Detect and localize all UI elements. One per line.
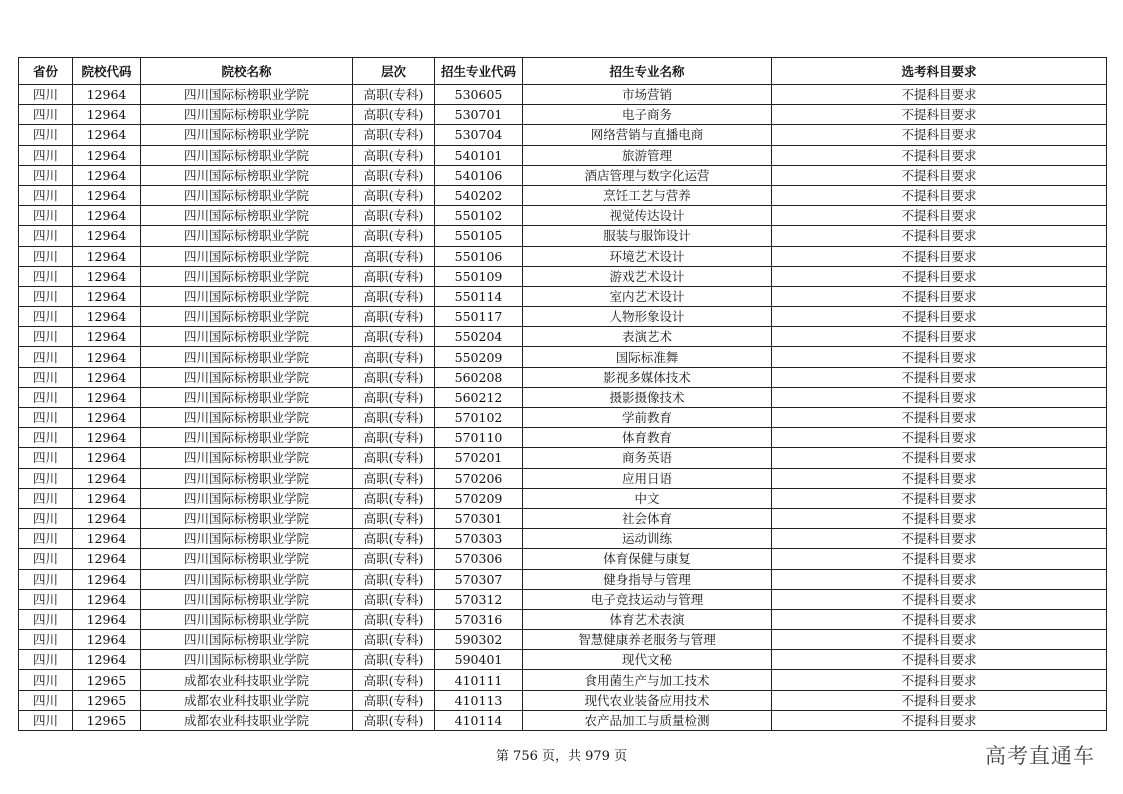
cell-school-name: 四川国际标榜职业学院: [141, 246, 353, 266]
cell-subject-requirement: 不提科目要求: [772, 650, 1107, 670]
cell-school-code: 12964: [73, 448, 141, 468]
page-number: 第 756 页，共 979 页: [495, 749, 628, 764]
cell-major-name: 人物形象设计: [523, 307, 772, 327]
cell-level: 高职(专科): [353, 508, 435, 528]
cell-level: 高职(专科): [353, 448, 435, 468]
cell-subject-requirement: 不提科目要求: [772, 246, 1107, 266]
cell-major-name: 智慧健康养老服务与管理: [523, 630, 772, 650]
table-row: [19, 307, 1107, 327]
cell-province: 四川: [19, 246, 73, 266]
cell-province: 四川: [19, 508, 73, 528]
table-header: [19, 58, 1107, 85]
table-row: [19, 710, 1107, 730]
cell-major-name: 网络营销与直播电商: [523, 125, 772, 145]
cell-level: 高职(专科): [353, 569, 435, 589]
cell-level: 高职(专科): [353, 690, 435, 710]
cell-subject-requirement: 不提科目要求: [772, 307, 1107, 327]
cell-school-name: 四川国际标榜职业学院: [141, 387, 353, 407]
cell-school-name: 四川国际标榜职业学院: [141, 428, 353, 448]
cell-level: 高职(专科): [353, 468, 435, 488]
cell-major-name: 运动训练: [523, 529, 772, 549]
cell-subject-requirement: 不提科目要求: [772, 448, 1107, 468]
cell-school-name: 四川国际标榜职业学院: [141, 266, 353, 286]
cell-school-name: 四川国际标榜职业学院: [141, 448, 353, 468]
cell-school-code: 12964: [73, 508, 141, 528]
table-row: [19, 226, 1107, 246]
header-level: 层次: [353, 58, 435, 85]
header-row: [19, 58, 1107, 85]
cell-school-code: 12964: [73, 185, 141, 205]
cell-major-name: 游戏艺术设计: [523, 266, 772, 286]
cell-province: 四川: [19, 529, 73, 549]
table-row: [19, 246, 1107, 266]
cell-school-code: 12964: [73, 387, 141, 407]
cell-province: 四川: [19, 448, 73, 468]
cell-subject-requirement: 不提科目要求: [772, 185, 1107, 205]
cell-level: 高职(专科): [353, 387, 435, 407]
table-row: [19, 508, 1107, 528]
cell-province: 四川: [19, 105, 73, 125]
cell-school-code: 12964: [73, 206, 141, 226]
cell-subject-requirement: 不提科目要求: [772, 609, 1107, 629]
cell-province: 四川: [19, 307, 73, 327]
cell-school-code: 12964: [73, 266, 141, 286]
cell-level: 高职(专科): [353, 307, 435, 327]
table-row: [19, 327, 1107, 347]
cell-subject-requirement: 不提科目要求: [772, 569, 1107, 589]
cell-major-name: 体育保健与康复: [523, 549, 772, 569]
cell-school-code: 12964: [73, 347, 141, 367]
cell-province: 四川: [19, 549, 73, 569]
cell-major-name: 服装与服饰设计: [523, 226, 772, 246]
cell-major-code: 570301: [435, 508, 523, 528]
cell-school-code: 12964: [73, 529, 141, 549]
cell-subject-requirement: 不提科目要求: [772, 226, 1107, 246]
cell-level: 高职(专科): [353, 710, 435, 730]
cell-school-name: 四川国际标榜职业学院: [141, 408, 353, 428]
cell-school-code: 12964: [73, 650, 141, 670]
cell-school-name: 四川国际标榜职业学院: [141, 549, 353, 569]
cell-level: 高职(专科): [353, 226, 435, 246]
cell-province: 四川: [19, 387, 73, 407]
table-row: [19, 650, 1107, 670]
cell-province: 四川: [19, 488, 73, 508]
cell-province: 四川: [19, 408, 73, 428]
cell-school-code: 12964: [73, 468, 141, 488]
cell-school-name: 四川国际标榜职业学院: [141, 488, 353, 508]
cell-major-code: 550114: [435, 286, 523, 306]
table-row: [19, 589, 1107, 609]
cell-school-code: 12964: [73, 125, 141, 145]
cell-level: 高职(专科): [353, 266, 435, 286]
cell-major-code: 410113: [435, 690, 523, 710]
cell-province: 四川: [19, 650, 73, 670]
cell-school-code: 12964: [73, 589, 141, 609]
cell-subject-requirement: 不提科目要求: [772, 387, 1107, 407]
header-major-name: 招生专业名称: [523, 58, 772, 85]
cell-school-name: 四川国际标榜职业学院: [141, 529, 353, 549]
cell-province: 四川: [19, 286, 73, 306]
header-school-name: 院校名称: [141, 58, 353, 85]
cell-province: 四川: [19, 125, 73, 145]
cell-major-code: 570209: [435, 488, 523, 508]
cell-province: 四川: [19, 468, 73, 488]
cell-school-name: 四川国际标榜职业学院: [141, 105, 353, 125]
cell-school-name: 四川国际标榜职业学院: [141, 226, 353, 246]
cell-major-name: 商务英语: [523, 448, 772, 468]
cell-major-code: 550109: [435, 266, 523, 286]
cell-school-name: 四川国际标榜职业学院: [141, 367, 353, 387]
cell-major-code: 530704: [435, 125, 523, 145]
cell-province: 四川: [19, 609, 73, 629]
cell-province: 四川: [19, 428, 73, 448]
cell-major-code: 570206: [435, 468, 523, 488]
table-row: [19, 347, 1107, 367]
cell-level: 高职(专科): [353, 165, 435, 185]
cell-school-name: 四川国际标榜职业学院: [141, 569, 353, 589]
cell-major-code: 550105: [435, 226, 523, 246]
cell-school-code: 12964: [73, 609, 141, 629]
cell-major-code: 550106: [435, 246, 523, 266]
cell-major-code: 590302: [435, 630, 523, 650]
cell-province: 四川: [19, 266, 73, 286]
cell-major-name: 应用日语: [523, 468, 772, 488]
table-row: [19, 630, 1107, 650]
cell-major-code: 530701: [435, 105, 523, 125]
cell-level: 高职(专科): [353, 246, 435, 266]
cell-major-name: 烹饪工艺与营养: [523, 185, 772, 205]
cell-school-code: 12964: [73, 549, 141, 569]
table-row: [19, 145, 1107, 165]
cell-subject-requirement: 不提科目要求: [772, 286, 1107, 306]
cell-level: 高职(专科): [353, 105, 435, 125]
table-row: [19, 266, 1107, 286]
cell-level: 高职(专科): [353, 609, 435, 629]
cell-school-code: 12964: [73, 246, 141, 266]
cell-province: 四川: [19, 185, 73, 205]
cell-province: 四川: [19, 206, 73, 226]
table-row: [19, 367, 1107, 387]
cell-school-code: 12965: [73, 710, 141, 730]
header-province: 省份: [19, 58, 73, 85]
cell-school-name: 四川国际标榜职业学院: [141, 630, 353, 650]
cell-school-name: 成都农业科技职业学院: [141, 710, 353, 730]
cell-province: 四川: [19, 145, 73, 165]
cell-major-code: 550117: [435, 307, 523, 327]
cell-major-name: 健身指导与管理: [523, 569, 772, 589]
cell-major-name: 表演艺术: [523, 327, 772, 347]
header-major-code: 招生专业代码: [435, 58, 523, 85]
cell-school-code: 12964: [73, 408, 141, 428]
table-row: [19, 105, 1107, 125]
table-body: [19, 85, 1107, 731]
table-row: [19, 85, 1107, 105]
cell-major-name: 学前教育: [523, 408, 772, 428]
cell-province: 四川: [19, 165, 73, 185]
cell-level: 高职(专科): [353, 125, 435, 145]
cell-major-code: 570312: [435, 589, 523, 609]
cell-subject-requirement: 不提科目要求: [772, 165, 1107, 185]
table-row: [19, 286, 1107, 306]
cell-subject-requirement: 不提科目要求: [772, 367, 1107, 387]
cell-major-code: 570102: [435, 408, 523, 428]
cell-subject-requirement: 不提科目要求: [772, 206, 1107, 226]
cell-major-code: 560212: [435, 387, 523, 407]
table-row: [19, 206, 1107, 226]
cell-school-code: 12964: [73, 367, 141, 387]
table-row: [19, 448, 1107, 468]
cell-major-name: 电子商务: [523, 105, 772, 125]
cell-school-name: 四川国际标榜职业学院: [141, 609, 353, 629]
cell-school-code: 12964: [73, 165, 141, 185]
cell-major-name: 食用菌生产与加工技术: [523, 670, 772, 690]
cell-major-code: 560208: [435, 367, 523, 387]
cell-level: 高职(专科): [353, 206, 435, 226]
cell-level: 高职(专科): [353, 347, 435, 367]
cell-school-name: 四川国际标榜职业学院: [141, 327, 353, 347]
cell-school-name: 四川国际标榜职业学院: [141, 468, 353, 488]
cell-subject-requirement: 不提科目要求: [772, 630, 1107, 650]
table-row: [19, 387, 1107, 407]
cell-subject-requirement: 不提科目要求: [772, 125, 1107, 145]
cell-level: 高职(专科): [353, 630, 435, 650]
cell-major-code: 570303: [435, 529, 523, 549]
cell-major-code: 590401: [435, 650, 523, 670]
cell-subject-requirement: 不提科目要求: [772, 85, 1107, 105]
cell-school-name: 四川国际标榜职业学院: [141, 650, 353, 670]
cell-subject-requirement: 不提科目要求: [772, 408, 1107, 428]
cell-major-code: 550204: [435, 327, 523, 347]
header-subject-requirement: 选考科目要求: [772, 58, 1107, 85]
cell-major-name: 现代农业装备应用技术: [523, 690, 772, 710]
cell-province: 四川: [19, 367, 73, 387]
cell-school-code: 12964: [73, 105, 141, 125]
cell-subject-requirement: 不提科目要求: [772, 690, 1107, 710]
cell-province: 四川: [19, 690, 73, 710]
cell-school-code: 12964: [73, 569, 141, 589]
cell-school-name: 四川国际标榜职业学院: [141, 286, 353, 306]
cell-level: 高职(专科): [353, 529, 435, 549]
cell-province: 四川: [19, 670, 73, 690]
cell-major-name: 影视多媒体技术: [523, 367, 772, 387]
cell-subject-requirement: 不提科目要求: [772, 428, 1107, 448]
cell-major-name: 电子竞技运动与管理: [523, 589, 772, 609]
cell-school-name: 四川国际标榜职业学院: [141, 125, 353, 145]
cell-major-code: 540101: [435, 145, 523, 165]
table-row: [19, 670, 1107, 690]
cell-school-name: 四川国际标榜职业学院: [141, 508, 353, 528]
cell-major-name: 中文: [523, 488, 772, 508]
cell-province: 四川: [19, 327, 73, 347]
cell-school-name: 成都农业科技职业学院: [141, 690, 353, 710]
cell-subject-requirement: 不提科目要求: [772, 347, 1107, 367]
cell-subject-requirement: 不提科目要求: [772, 508, 1107, 528]
cell-province: 四川: [19, 710, 73, 730]
cell-level: 高职(专科): [353, 85, 435, 105]
cell-major-name: 视觉传达设计: [523, 206, 772, 226]
cell-school-name: 四川国际标榜职业学院: [141, 307, 353, 327]
cell-level: 高职(专科): [353, 650, 435, 670]
cell-subject-requirement: 不提科目要求: [772, 710, 1107, 730]
cell-level: 高职(专科): [353, 589, 435, 609]
cell-subject-requirement: 不提科目要求: [772, 488, 1107, 508]
cell-school-name: 四川国际标榜职业学院: [141, 589, 353, 609]
cell-school-name: 四川国际标榜职业学院: [141, 145, 353, 165]
cell-subject-requirement: 不提科目要求: [772, 468, 1107, 488]
cell-school-code: 12964: [73, 488, 141, 508]
table-row: [19, 569, 1107, 589]
cell-major-name: 旅游管理: [523, 145, 772, 165]
cell-school-name: 四川国际标榜职业学院: [141, 85, 353, 105]
cell-major-code: 410114: [435, 710, 523, 730]
table-row: [19, 408, 1107, 428]
cell-level: 高职(专科): [353, 367, 435, 387]
cell-school-code: 12964: [73, 286, 141, 306]
cell-major-code: 570307: [435, 569, 523, 589]
cell-province: 四川: [19, 85, 73, 105]
cell-subject-requirement: 不提科目要求: [772, 549, 1107, 569]
cell-major-name: 酒店管理与数字化运营: [523, 165, 772, 185]
cell-school-code: 12964: [73, 226, 141, 246]
cell-subject-requirement: 不提科目要求: [772, 529, 1107, 549]
cell-school-name: 成都农业科技职业学院: [141, 670, 353, 690]
cell-province: 四川: [19, 589, 73, 609]
cell-major-name: 室内艺术设计: [523, 286, 772, 306]
table-row: [19, 529, 1107, 549]
table-row: [19, 125, 1107, 145]
cell-school-name: 四川国际标榜职业学院: [141, 347, 353, 367]
cell-major-code: 540106: [435, 165, 523, 185]
table-row: [19, 165, 1107, 185]
cell-school-code: 12964: [73, 307, 141, 327]
cell-major-name: 环境艺术设计: [523, 246, 772, 266]
cell-major-name: 摄影摄像技术: [523, 387, 772, 407]
table-row: [19, 549, 1107, 569]
cell-major-name: 农产品加工与质量检测: [523, 710, 772, 730]
cell-major-name: 体育教育: [523, 428, 772, 448]
cell-major-name: 国际标准舞: [523, 347, 772, 367]
cell-subject-requirement: 不提科目要求: [772, 327, 1107, 347]
cell-school-name: 四川国际标榜职业学院: [141, 185, 353, 205]
cell-level: 高职(专科): [353, 145, 435, 165]
cell-major-code: 570201: [435, 448, 523, 468]
cell-school-code: 12964: [73, 85, 141, 105]
cell-level: 高职(专科): [353, 286, 435, 306]
cell-school-code: 12964: [73, 327, 141, 347]
cell-school-code: 12964: [73, 428, 141, 448]
watermark: 高考直通车: [985, 744, 1095, 768]
cell-province: 四川: [19, 630, 73, 650]
cell-major-name: 社会体育: [523, 508, 772, 528]
table-row: [19, 185, 1107, 205]
cell-level: 高职(专科): [353, 428, 435, 448]
cell-subject-requirement: 不提科目要求: [772, 589, 1107, 609]
cell-major-code: 410111: [435, 670, 523, 690]
cell-school-name: 四川国际标榜职业学院: [141, 165, 353, 185]
cell-subject-requirement: 不提科目要求: [772, 145, 1107, 165]
cell-province: 四川: [19, 347, 73, 367]
cell-major-code: 570110: [435, 428, 523, 448]
cell-subject-requirement: 不提科目要求: [772, 266, 1107, 286]
cell-major-code: 550209: [435, 347, 523, 367]
cell-major-code: 540202: [435, 185, 523, 205]
cell-level: 高职(专科): [353, 327, 435, 347]
cell-major-name: 现代文秘: [523, 650, 772, 670]
cell-major-code: 550102: [435, 206, 523, 226]
cell-province: 四川: [19, 226, 73, 246]
cell-level: 高职(专科): [353, 670, 435, 690]
cell-level: 高职(专科): [353, 408, 435, 428]
table-row: [19, 468, 1107, 488]
cell-level: 高职(专科): [353, 488, 435, 508]
cell-level: 高职(专科): [353, 185, 435, 205]
table-row: [19, 488, 1107, 508]
cell-subject-requirement: 不提科目要求: [772, 105, 1107, 125]
cell-major-name: 体育艺术表演: [523, 609, 772, 629]
cell-school-name: 四川国际标榜职业学院: [141, 206, 353, 226]
admissions-table: [18, 57, 1107, 731]
cell-school-code: 12965: [73, 670, 141, 690]
cell-subject-requirement: 不提科目要求: [772, 670, 1107, 690]
table-row: [19, 609, 1107, 629]
cell-major-code: 570306: [435, 549, 523, 569]
cell-school-code: 12965: [73, 690, 141, 710]
cell-major-name: 市场营销: [523, 85, 772, 105]
cell-major-code: 570316: [435, 609, 523, 629]
cell-school-code: 12964: [73, 145, 141, 165]
table-row: [19, 690, 1107, 710]
cell-level: 高职(专科): [353, 549, 435, 569]
cell-school-code: 12964: [73, 630, 141, 650]
header-school-code: 院校代码: [73, 58, 141, 85]
cell-province: 四川: [19, 569, 73, 589]
table-row: [19, 428, 1107, 448]
cell-major-code: 530605: [435, 85, 523, 105]
